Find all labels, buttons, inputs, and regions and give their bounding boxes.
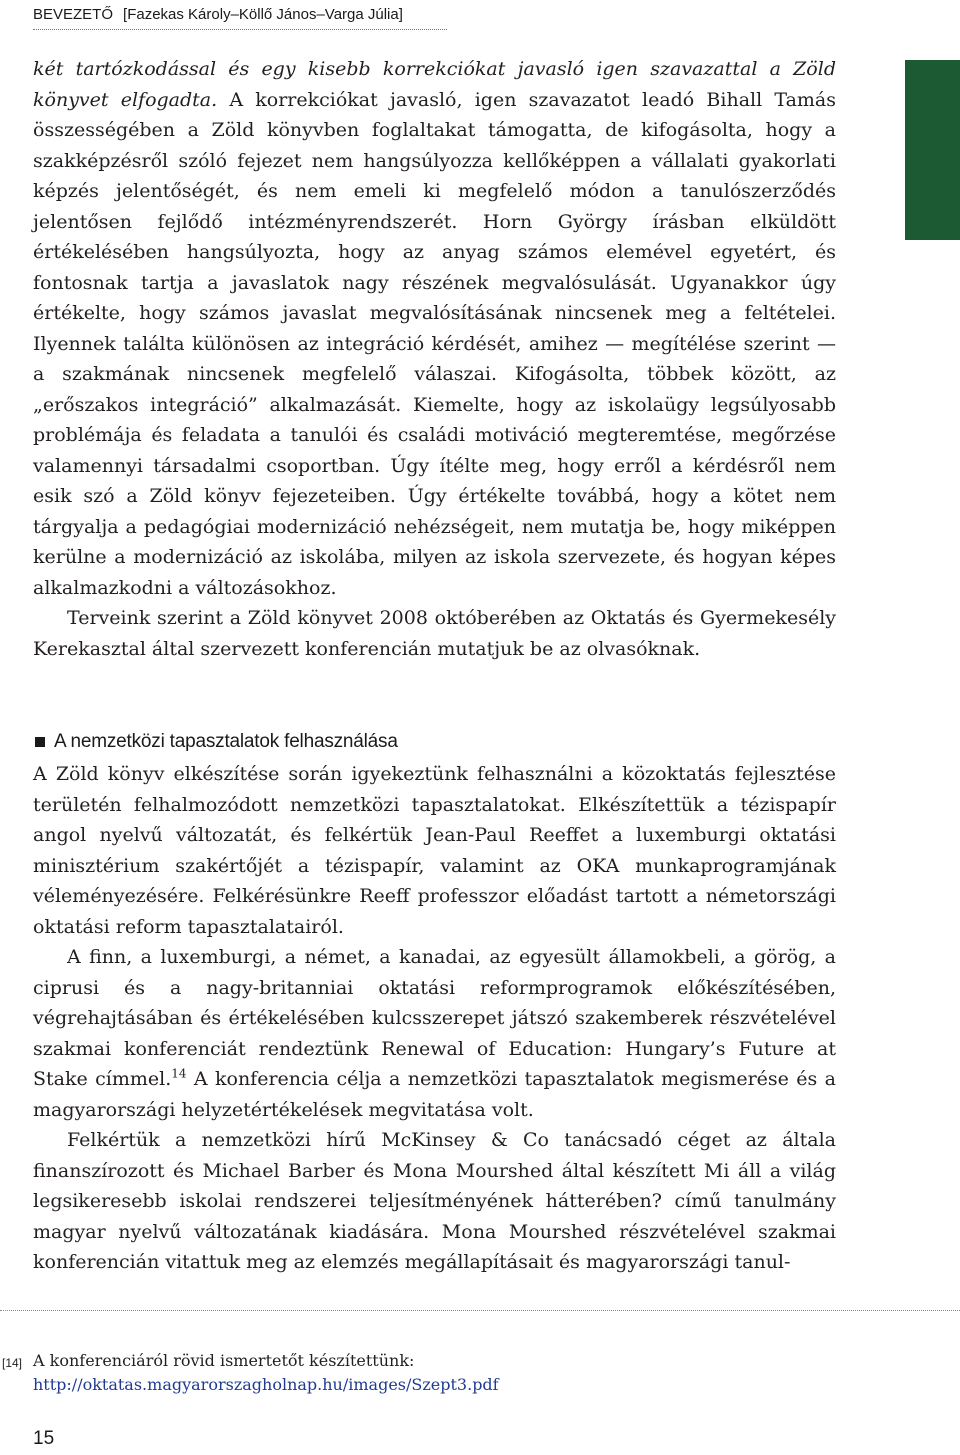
section-international xyxy=(33,727,836,1278)
header-section: BEVEZETŐ xyxy=(33,6,114,23)
square-bullet-icon xyxy=(35,737,45,747)
main-text xyxy=(33,54,836,664)
page-number: 15 xyxy=(33,1428,55,1449)
section-heading-text: A nemzetközi tapasztalatok felhasználása xyxy=(54,731,398,752)
header-authors: [Fazekas Károly–Köllő János–Varga Júlia] xyxy=(123,6,403,23)
footnote-body xyxy=(33,1349,840,1397)
paragraph: Felkértük a nemzetközi hírű McKinsey & Co tanácsadó céget az általa finanszírozott és Michael Barber és Mona Mourshed által készített Mi áll a világ legsikeresebb iskolai rendszerei teljesítményének hátterében? című tanulmány magyar nyelvű változatának kiadására. Mona Mourshed részvételével szakmai konferencián vitattuk meg az elemzés megállapításait és magyarországi tanul- xyxy=(33,1129,836,1273)
footnote-text: A konferenciáról rövid ismertetőt készítettünk: xyxy=(33,1351,415,1370)
italic-text: két tartózkodással és egy kisebb korrekciókat javasló igen szavazattal a Zöld könyvet elfogadta. xyxy=(33,58,836,111)
running-header xyxy=(33,6,447,30)
paragraph: A Zöld könyv elkészítése során igyekeztünk felhasználni a közoktatás fejlesztése területén felhalmozódott nemzetközi tapasztalatokat. Elkészítettük a tézispapír angol nyelvű változatát, és felkértük Jean-Paul Reeffet a luxemburgi oktatási minisztérium szakértőjét a tézispapír, valamint az OKA munkaprogramjának véleményezésére. Felkérésünkre Reeff professzor előadást tartott a németországi oktatási reform tapasztalatairól. xyxy=(33,763,836,938)
footnote xyxy=(0,1349,840,1397)
footnote-number: [14] xyxy=(2,1356,23,1370)
paragraph-text: A konferencia célja a nemzetközi tapasztalatok megismerése és a magyarországi helyzetértékelések megvitatása volt. xyxy=(33,1068,836,1121)
section-heading xyxy=(33,727,836,757)
paragraph-text: A finn, a luxemburgi, a német, a kanadai, az egyesült államokbeli, a görög, a ciprusi és a nagy-britanniai oktatási reformprogramok előkészítésében, végrehajtásában és értékelésében kulcsszerepet játszó szakemberek részvételével szakmai konferenciát rendeztünk Renewal of Education: Hungary’s Future at Stake címmel. xyxy=(33,946,836,1090)
paragraph xyxy=(33,942,836,1125)
footnote-ref[interactable]: 14 xyxy=(171,1066,187,1081)
footnote-divider xyxy=(0,1310,960,1311)
paragraph-text: A korrekciókat javasló, igen szavazatot leadó Bihall Tamás összességében a Zöld könyvben foglaltakat támogatta, de kifogásolta, hogy a szakképzésről szóló fejezet nem hangsúlyozza kellőképpen a vállalati gyakorlati képzés jelentőségét, és nem emeli ki megfelelő módon a tanulószerződés jelentősen fejlődő intézményrendszerét. Horn György írásban elküldött értékelésében hangsúlyozta, hogy az anyag számos elemével egyetért, és fontosnak tartja a javaslatok nagy részének megvalósulását. Ugyanakkor úgy értékelte, hogy számos javaslat megvalósításának nincsenek meg a feltételei. Ilyennek találta különösen az integráció kérdését, amihez — megítélése szerint — a szakmának nincsenek megfelelő válaszai. Kifogásolta, többek között, az „erőszakos integráció” alkalmazását. Kiemelte, hogy az iskolaügy legsúlyosabb problémája és feladata a tanulói és családi motiváció megteremtése, megőrzése valamennyi társadalmi csoportban. Úgy ítélte meg, hogy erről a kérdésről nem esik szó a Zöld könyv fejezeteiben. Úgy értékelte továbbá, hogy a kötet nem tárgyalja a pedagógiai modernizáció nehézségeit, nem mutatja be, hogy miképpen kerülne a modernizáció az iskolába, milyen az iskola szervezete, és hogyan képes alkalmazkodni a változásokhoz. xyxy=(33,88,836,599)
paragraph xyxy=(33,54,836,603)
paragraph: Terveink szerint a Zöld könyvet 2008 októberében az Oktatás és Gyermekesély Kerekasztal által szervezett konferencián mutatjuk be az olvasóknak. xyxy=(33,607,836,660)
chapter-color-tab xyxy=(905,60,960,240)
footnote-link[interactable]: http://oktatas.magyarorszagholnap.hu/images/Szept3.pdf xyxy=(33,1375,499,1394)
